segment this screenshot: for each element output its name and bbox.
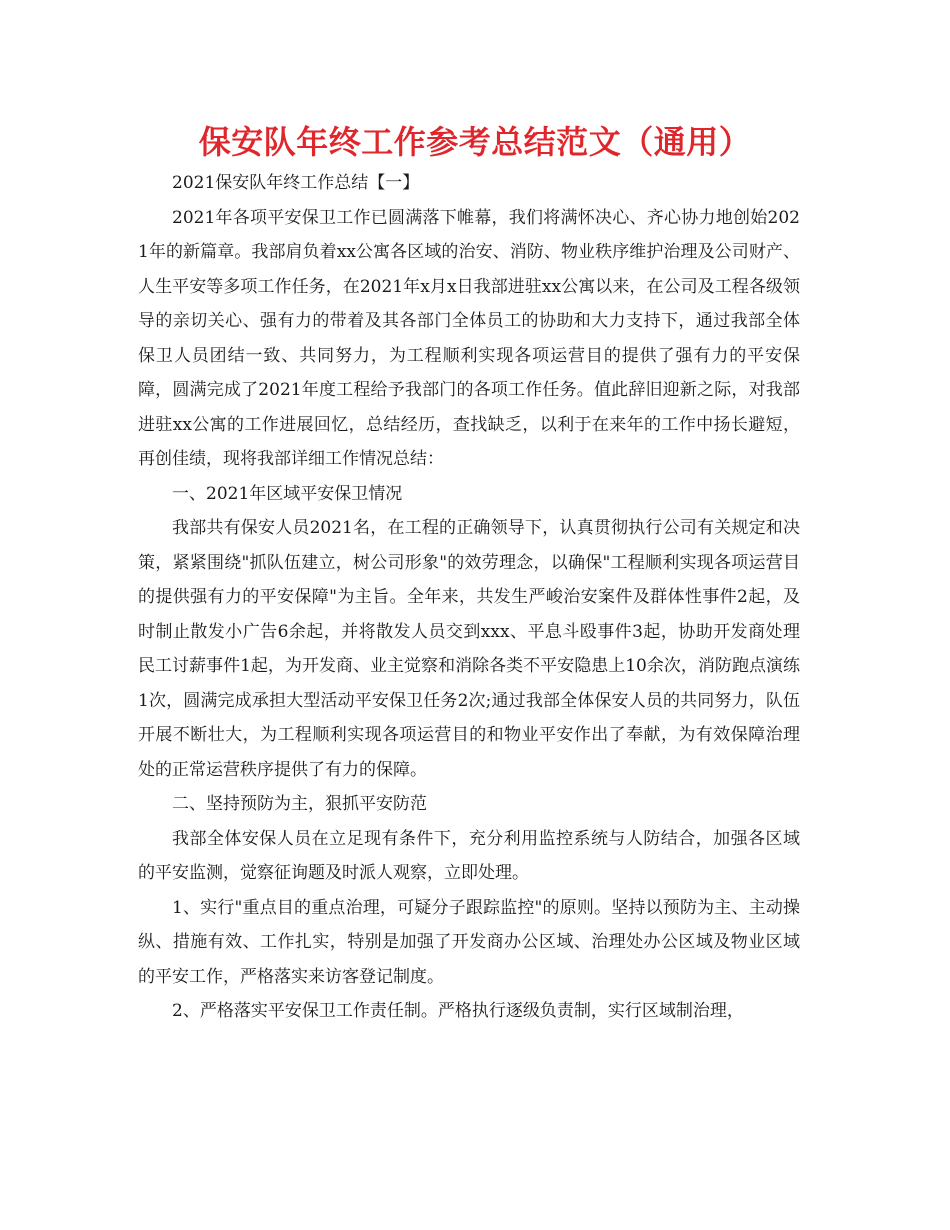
body-paragraph: 1、实行"重点目的重点治理，可疑分子跟踪监控"的原则。坚持以预防为主、主动操纵、措施有效、工作扎实，特别是加强了开发商办公区域、治理处办公区域及物业区域的平安工作，严格落实来访客登记制度。 xyxy=(138,897,800,987)
body-paragraph: 2021年各项平安保卫工作已圆满落下帷幕，我们将满怀决心、齐心协力地创始2021年的新篇章。我部肩负着xx公寓各区域的治安、消防、物业秩序维护治理及公司财产、人生平安等多项工作任务，在2021年x月x日我部进驻xx公寓以来，在公司及工程各级领导的亲切关心、强有力的带着及其各部门全体员工的协助和大力支持下，通过我部全体保卫人员团结一致、共同努力，为工程顺利实现各项运营目的提供了强有力的平安保障，圆满完成了2021年度工程给予我部门的各项工作任务。值此辞旧迎新之际，对我部进驻xx公寓的工作进展回忆，总结经历，查找缺乏，以利于在来年的工作中扬长避短，再创佳绩，现将我部详细工作情况总结： xyxy=(138,207,800,469)
body-paragraph: 2、严格落实平安保卫工作责任制。严格执行逐级负责制，实行区域制治理， xyxy=(172,1001,744,1021)
section-heading-intro: 2021保安队年终工作总结【一】 xyxy=(172,173,420,193)
body-paragraph: 我部全体安保人员在立足现有条件下，充分利用监控系统与人防结合，加强各区域的平安监测，觉察征询题及时派人观察，立即处理。 xyxy=(138,828,800,883)
document-title: 保安队年终工作参考总结范文（通用） xyxy=(198,123,752,161)
section-heading-1: 一、2021年区域平安保卫情况 xyxy=(172,483,403,504)
section-heading-2: 二、坚持预防为主，狠抓平安防范 xyxy=(172,794,427,814)
document-body xyxy=(138,166,800,1029)
body-paragraph: 我部共有保安人员2021名，在工程的正确领导下，认真贯彻执行公司有关规定和决策，紧紧围绕"抓队伍建立，树公司形象"的效劳理念，以确保"工程顺利实现各项运营目的提供强有力的平安保障"为主旨。全年来，共发生严峻治安案件及群体性事件2起，及时制止散发小广告6余起，并将散发人员交到xxx、平息斗殴事件3起，协助开发商处理民工讨薪事件1起，为开发商、业主觉察和消除各类不平安隐患上10余次，消防跑点演练1次，圆满完成承担大型活动平安保卫任务2次;通过我部全体保安人员的共同努力，队伍开展不断壮大，为工程顺利实现各项运营目的和物业平安作出了奉献，为有效保障治理处的正常运营秩序提供了有力的保障。 xyxy=(138,518,800,780)
